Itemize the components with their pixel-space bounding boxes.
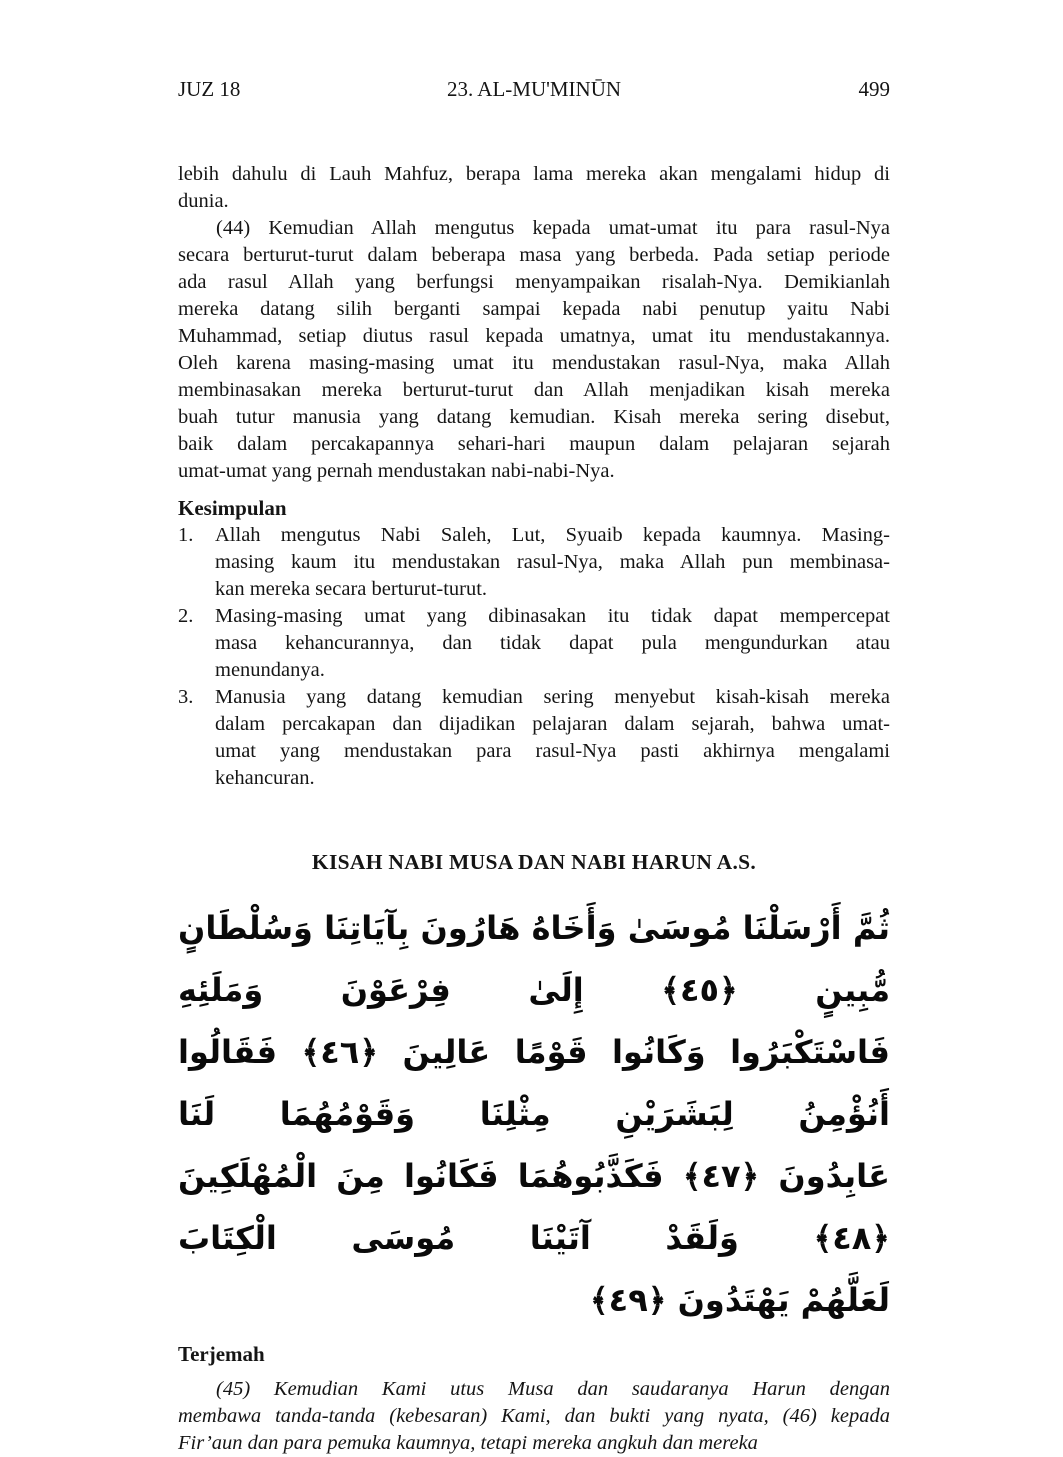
- page-number: 499: [858, 77, 890, 101]
- arabic-verse-block: [178, 897, 890, 1331]
- surah-title: 23. AL-MU'MINŪN: [446, 77, 622, 101]
- list-item-text: [215, 603, 890, 684]
- text-line: buah tutur manusia yang datang kemudian. Kisah mereka sering disebut,: [178, 406, 890, 428]
- kesimpulan-title: Kesimpulan: [178, 496, 287, 520]
- text-line: فَاسْتَكْبَرُوا وَكَانُوا قَوْمًا عَالِينَ ﴿٤٦﴾ فَقَالُوا أَنُؤْمِنُ لِبَشَرَيْنِ مِثْلِنَا وَقَوْمُهُمَا لَنَا: [178, 1033, 891, 1133]
- text-line: Fir’aun dan para pemuka kaumnya, tetapi mereka angkuh dan mereka: [178, 1432, 758, 1454]
- text-line: (45) Kemudian Kami utus Musa dan saudaranya Harun dengan: [216, 1378, 890, 1400]
- terjemah-paragraph: [178, 1376, 890, 1457]
- text-line: kehancuran.: [215, 767, 315, 789]
- list-item-text: [215, 522, 890, 603]
- text-line: dunia.: [178, 190, 229, 212]
- text-line: masa kehancurannya, dan tidak dapat pula mengundurkan atau: [215, 632, 890, 654]
- page-header: [178, 78, 890, 101]
- page-content: [178, 78, 890, 1457]
- list-item-number: 1.: [178, 524, 194, 546]
- kesimpulan-section: [178, 494, 890, 792]
- text-line: membinasakan mereka berturut-turut dan Allah menjadikan kisah mereka: [178, 379, 890, 401]
- tafsir-paragraph-continuation: [178, 161, 890, 215]
- text-line: ثُمَّ أَرْسَلْنَا مُوسَىٰ وَأَخَاهُ هَارُونَ بِآيَاتِنَا وَسُلْطَانٍ مُّبِينٍ ﴿٤٥﴾ إِلَىٰ فِرْعَوْنَ وَمَلَئِهِ: [178, 909, 891, 1009]
- text-line: baik dalam percakapannya sehari-hari maupun dalam pelajaran sejarah: [178, 433, 890, 455]
- kesimpulan-item-2: [178, 603, 890, 684]
- text-line: Allah mengutus Nabi Saleh, Lut, Syuaib kepada kaumnya. Masing-: [215, 524, 890, 546]
- text-line: Masing-masing umat yang dibinasakan itu tidak dapat mempercepat: [215, 605, 890, 627]
- terjemah-title: Terjemah: [178, 1342, 265, 1366]
- juz-label: JUZ 18: [178, 77, 241, 101]
- text-line: kan mereka secara berturut-turut.: [215, 578, 488, 600]
- text-line: Manusia yang datang kemudian sering menyebut kisah-kisah mereka: [215, 686, 890, 708]
- text-line: عَابِدُونَ ﴿٤٧﴾ فَكَذَّبُوهُمَا فَكَانُوا مِنَ الْمُهْلَكِينَ ﴿٤٨﴾ وَلَقَدْ آتَيْنَا مُوسَى الْكِتَابَ: [178, 1157, 891, 1257]
- text-line: secara berturut-turut dalam beberapa masa yang berbeda. Pada setiap periode: [178, 244, 890, 266]
- text-line: umat-umat yang pernah mendustakan nabi-nabi-Nya.: [178, 460, 615, 482]
- text-line: membawa tanda-tanda (kebesaran) Kami, dan bukti yang nyata, (46) kepada: [178, 1405, 890, 1427]
- text-line: (44) Kemudian Allah mengutus kepada umat-umat itu para rasul-Nya: [216, 217, 890, 239]
- text-line: dalam percakapan dan dijadikan pelajaran dalam sejarah, bahwa umat-: [215, 713, 890, 735]
- section-title-kisah-musa-harun: KISAH NABI MUSA DAN NABI HARUN A.S.: [311, 850, 757, 874]
- list-item-text: [215, 684, 890, 792]
- tafsir-paragraph-ayat-44: [178, 215, 890, 485]
- list-item-number: 3.: [178, 686, 194, 708]
- kesimpulan-item-1: [178, 522, 890, 603]
- text-line: umat yang mendustakan para rasul-Nya pasti akhirnya mengalami: [215, 740, 890, 762]
- list-item-number: 2.: [178, 605, 194, 627]
- text-line: لَعَلَّهُمْ يَهْتَدُونَ ﴿٤٩﴾: [589, 1281, 890, 1319]
- text-line: mereka datang silih berganti sampai kepada nabi penutup yaitu Nabi: [178, 298, 890, 320]
- text-line: menundanya.: [215, 659, 325, 681]
- kesimpulan-item-3: [178, 684, 890, 792]
- text-line: Oleh karena masing-masing umat itu mendustakan rasul-Nya, maka Allah: [178, 352, 890, 374]
- text-line: masing kaum itu mendustakan rasul-Nya, maka Allah pun membinasa-: [215, 551, 890, 573]
- text-line: lebih dahulu di Lauh Mahfuz, berapa lama mereka akan mengalami hidup di: [178, 163, 890, 185]
- text-line: Muhammad, setiap diutus rasul kepada umatnya, umat itu mendustakannya.: [178, 325, 890, 347]
- text-line: ada rasul Allah yang berfungsi menyampaikan risalah-Nya. Demikianlah: [178, 271, 890, 293]
